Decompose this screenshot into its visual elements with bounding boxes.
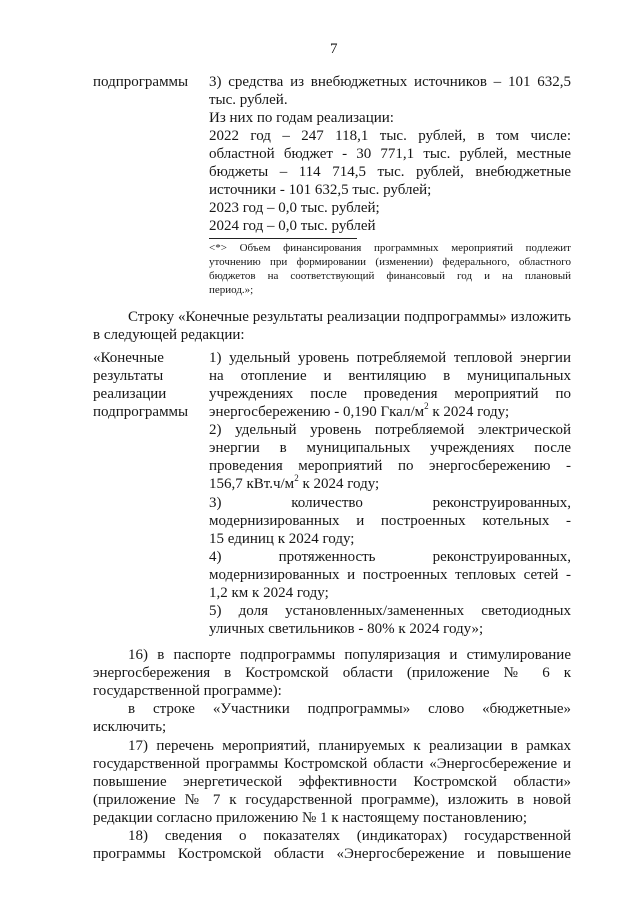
- results-label-line: подпрограммы: [93, 404, 189, 420]
- financing-line: 2024 год – 0,0 тыс. рублей: [209, 218, 376, 234]
- footnote-line: <*> Объем финансирования программных мероприятий подлежит: [209, 242, 571, 254]
- results-label-line: реализации: [93, 386, 167, 402]
- result-line: 2) удельный уровень потребляемой электрической: [209, 422, 571, 438]
- result-line: проведения мероприятий по энергосбережению -: [209, 458, 571, 474]
- result-line: 4) протяженность реконструированных,: [209, 549, 571, 565]
- result-line: 3) количество реконструированных,: [209, 495, 571, 511]
- result-line: учреждениях после проведения мероприятий по: [209, 386, 571, 402]
- body-line: 18) сведения о показателях (индикаторах) государственной: [128, 828, 571, 844]
- financing-line: 2023 год – 0,0 тыс. рублей;: [209, 200, 380, 216]
- body-line: исключить;: [93, 719, 167, 735]
- intro-line: в следующей редакции:: [93, 327, 245, 343]
- footnote-line: уточнению при формировании (изменении) федерального, областного: [209, 256, 571, 268]
- financing-line: Из них по годам реализации:: [209, 110, 394, 126]
- result-line: модернизированных и построенных котельных -: [209, 513, 571, 529]
- body-line: энергосбережения в Костромской области (приложение № 6 к: [93, 665, 571, 681]
- body-line: 16) в паспорте подпрограммы популяризация и стимулирование: [128, 647, 571, 663]
- result-line: уличных светильников - 80% к 2024 году»;: [209, 621, 484, 637]
- body-line: в строке «Участники подпрограммы» слово «бюджетные»: [128, 701, 571, 717]
- body-line: редакции согласно приложению № 1 к настоящему постановлению;: [93, 810, 528, 826]
- result-line: энергии в муниципальных учреждениях после: [209, 440, 571, 456]
- financing-line: тыс. рублей.: [209, 92, 288, 108]
- body-line: (приложение № 7 к государственной программе), изложить в новой: [93, 792, 571, 808]
- footnote-rule: [209, 238, 357, 239]
- page-number: 7: [330, 41, 338, 57]
- results-label-line: результаты: [93, 368, 164, 384]
- footnote-line: бюджетов на соответствующий финансовый год и на плановый: [209, 270, 571, 282]
- result-line: 15 единиц к 2024 году;: [209, 531, 355, 547]
- financing-line: 3) средства из внебюджетных источников – 101 632,5: [209, 74, 571, 90]
- intro-line: Строку «Конечные результаты реализации подпрограммы» изложить: [128, 309, 571, 325]
- financing-line: бюджеты – 114 714,5 тыс. рублей, внебюджетные: [209, 164, 571, 180]
- row-label-subprogram: подпрограммы: [93, 74, 189, 90]
- financing-line: источники - 101 632,5 тыс. рублей;: [209, 182, 432, 198]
- body-line: государственной программе):: [93, 683, 282, 699]
- result-line: на отопление и вентиляцию в муниципальных: [209, 368, 571, 384]
- financing-line: 2022 год – 247 118,1 тыс. рублей, в том числе:: [209, 128, 571, 144]
- result-line: 5) доля установленных/замененных светодиодных: [209, 603, 571, 619]
- body-line: повышение энергетической эффективности Костромской области»: [93, 774, 571, 790]
- financing-line: областной бюджет - 30 771,1 тыс. рублей, местные: [209, 146, 571, 162]
- footnote-line: период.»;: [209, 284, 254, 296]
- result-line: 1,2 км к 2024 году;: [209, 585, 329, 601]
- result-line: 156,7 $кВт.ч/м^2$ к 2024 году;: [209, 473, 380, 492]
- result-line: 1) удельный уровень потребляемой тепловой энергии: [209, 350, 571, 366]
- body-line: программы Костромской области «Энергосбережение и повышение: [93, 846, 571, 862]
- result-line: модернизированных и построенных тепловых сетей -: [209, 567, 571, 583]
- body-line: 17) перечень мероприятий, планируемых к реализации в рамках: [128, 738, 571, 754]
- result-line: энергосбережению - 0,190 Гкал/$м^2$ к 2024 году;: [209, 401, 510, 420]
- results-label-line: «Конечные: [93, 350, 164, 366]
- body-line: государственной программы Костромской области «Энергосбережение и: [93, 756, 571, 772]
